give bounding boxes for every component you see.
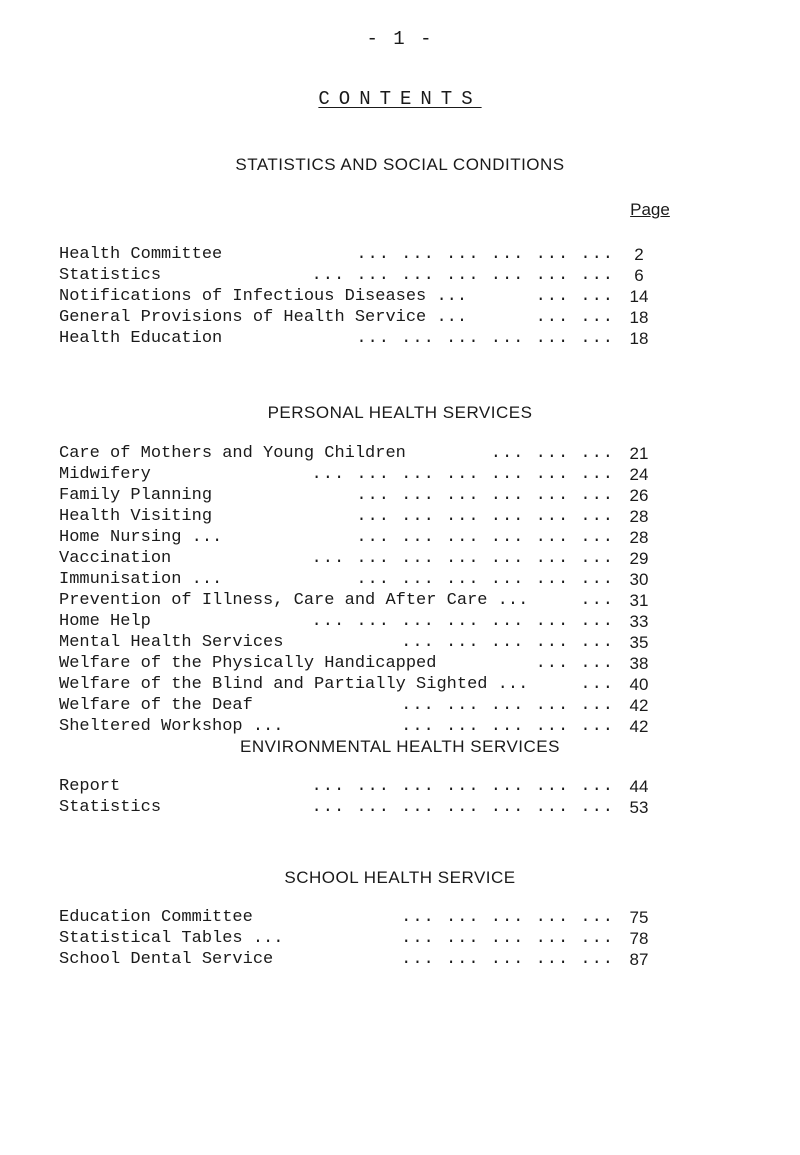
toc-entry-page: 2: [634, 245, 644, 264]
toc-entry-page: 53: [629, 798, 649, 817]
toc-entry: [59, 928, 659, 949]
toc-entry-leader: ... ... ... ... ... ... ...: [311, 549, 614, 568]
toc-entry-page: 75: [629, 908, 649, 927]
toc-entry: [59, 695, 659, 716]
toc-entry-page: 42: [629, 717, 649, 736]
toc-entry: [59, 443, 659, 464]
toc-entry-leader: ... ... ... ... ... ...: [356, 486, 614, 505]
toc-entry-leader: ... ... ... ... ...: [401, 717, 614, 736]
toc-entry-label: Midwifery: [59, 465, 151, 484]
toc-entry-leader: ... ... ... ... ... ... ...: [311, 266, 614, 285]
toc-entry: [59, 907, 659, 928]
toc-entry-page: 24: [629, 465, 649, 484]
toc-entry-leader: ... ... ... ... ... ... ...: [311, 465, 614, 484]
toc-entry-label: School Dental Service: [59, 950, 274, 969]
section-heading-environmental-health: ENVIRONMENTAL HEALTH SERVICES: [240, 737, 560, 756]
toc-entry-page: 18: [629, 329, 649, 348]
toc-entry-label: General Provisions of Health Service ...: [59, 308, 468, 327]
toc-entry-leader: ... ... ... ... ...: [401, 696, 614, 715]
toc-entry-leader: ... ... ...: [490, 444, 614, 463]
toc-entry: [59, 244, 659, 265]
toc-entry-label: Health Visiting: [59, 507, 213, 526]
toc-entry-page: 87: [629, 950, 649, 969]
toc-entry: [59, 464, 659, 485]
toc-entry: [59, 527, 659, 548]
toc-entry-leader: ... ... ... ... ...: [401, 908, 614, 927]
toc-entry: [59, 485, 659, 506]
toc-entry-leader: ... ... ... ... ...: [401, 929, 614, 948]
toc-entry: [59, 506, 659, 527]
toc-entry-page: 14: [629, 287, 649, 306]
toc-entry-leader: ...: [580, 591, 614, 610]
toc-entry-page: 35: [629, 633, 649, 652]
toc-entry-label: Sheltered Workshop ...: [59, 717, 284, 736]
toc-entry: [59, 590, 659, 611]
toc-entry-page: 28: [629, 507, 649, 526]
toc-list-environmental-health: [59, 776, 659, 818]
toc-entry: [59, 569, 659, 590]
toc-entry-page: 26: [629, 486, 649, 505]
page-number: - 1 -: [366, 28, 434, 50]
contents-title-text: CONTENTS: [318, 88, 482, 110]
toc-entry-leader: ... ... ... ... ... ... ...: [311, 612, 614, 631]
toc-list-school-health: [59, 907, 659, 970]
toc-entry-page: 38: [629, 654, 649, 673]
toc-entry-page: 31: [629, 591, 649, 610]
contents-title: [0, 88, 800, 110]
section-heading-statistics: STATISTICS AND SOCIAL CONDITIONS: [235, 155, 565, 174]
toc-entry-label: Home Nursing ...: [59, 528, 223, 547]
toc-entry-leader: ... ...: [535, 287, 614, 306]
toc-entry-page: 29: [629, 549, 649, 568]
toc-entry: [59, 265, 659, 286]
toc-entry-page: 33: [629, 612, 649, 631]
toc-entry-label: Statistics: [59, 266, 162, 285]
toc-entry-page: 42: [629, 696, 649, 715]
toc-entry-label: Immunisation ...: [59, 570, 223, 589]
toc-entry-label: Statistical Tables ...: [59, 929, 284, 948]
toc-entry: [59, 328, 659, 349]
toc-entry-leader: ... ... ... ... ... ...: [356, 329, 614, 348]
section-heading-personal-health: PERSONAL HEALTH SERVICES: [267, 403, 533, 422]
toc-entry-label: Health Committee: [59, 245, 223, 264]
toc-entry: [59, 611, 659, 632]
toc-entry-label: Family Planning: [59, 486, 213, 505]
toc-entry: [59, 286, 659, 307]
toc-entry-label: Statistics: [59, 798, 162, 817]
toc-entry: [59, 716, 659, 737]
toc-entry-label: Notifications of Infectious Diseases ...: [59, 287, 468, 306]
toc-entry: [59, 307, 659, 328]
toc-entry: [59, 797, 659, 818]
toc-entry: [59, 949, 659, 970]
toc-entry-leader: ... ...: [535, 654, 614, 673]
toc-entry-page: 78: [629, 929, 649, 948]
toc-entry: [59, 674, 659, 695]
toc-entry-label: Home Help: [59, 612, 151, 631]
toc-entry-leader: ... ...: [535, 308, 614, 327]
toc-entry-leader: ... ... ... ... ...: [401, 633, 614, 652]
toc-entry-leader: ... ... ... ... ... ... ...: [311, 777, 614, 796]
page-column-heading: Page: [630, 200, 670, 219]
toc-entry: [59, 776, 659, 797]
toc-entry: [59, 632, 659, 653]
toc-entry-label: Welfare of the Physically Handicapped: [59, 654, 437, 673]
toc-entry-leader: ... ... ... ... ... ... ...: [311, 798, 614, 817]
toc-entry-leader: ... ... ... ... ...: [401, 950, 614, 969]
toc-entry: [59, 548, 659, 569]
toc-entry-label: Mental Health Services: [59, 633, 284, 652]
toc-entry-label: Care of Mothers and Young Children: [59, 444, 406, 463]
toc-entry-leader: ... ... ... ... ... ...: [356, 245, 614, 264]
toc-entry-page: 28: [629, 528, 649, 547]
toc-entry-page: 18: [629, 308, 649, 327]
toc-entry-label: Welfare of the Blind and Partially Sighted ...: [59, 675, 529, 694]
toc-entry: [59, 653, 659, 674]
toc-entry-leader: ... ... ... ... ... ...: [356, 528, 614, 547]
toc-entry-label: Welfare of the Deaf: [59, 696, 253, 715]
toc-entry-page: 30: [629, 570, 649, 589]
toc-list-statistics: [59, 244, 659, 349]
toc-entry-label: Vaccination: [59, 549, 172, 568]
toc-entry-page: 44: [629, 777, 649, 796]
toc-entry-label: Education Committee: [59, 908, 253, 927]
toc-entry-label: Health Education: [59, 329, 223, 348]
section-heading-school-health: SCHOOL HEALTH SERVICE: [284, 868, 516, 887]
toc-entry-leader: ... ... ... ... ... ...: [356, 507, 614, 526]
toc-entry-label: Prevention of Illness, Care and After Care ...: [59, 591, 529, 610]
toc-entry-page: 21: [629, 444, 649, 463]
toc-entry-page: 6: [634, 266, 644, 285]
toc-list-personal-health: [59, 443, 659, 737]
toc-entry-label: Report: [59, 777, 121, 796]
toc-entry-leader: ... ... ... ... ... ...: [356, 570, 614, 589]
toc-entry-leader: ...: [580, 675, 614, 694]
toc-entry-page: 40: [629, 675, 649, 694]
